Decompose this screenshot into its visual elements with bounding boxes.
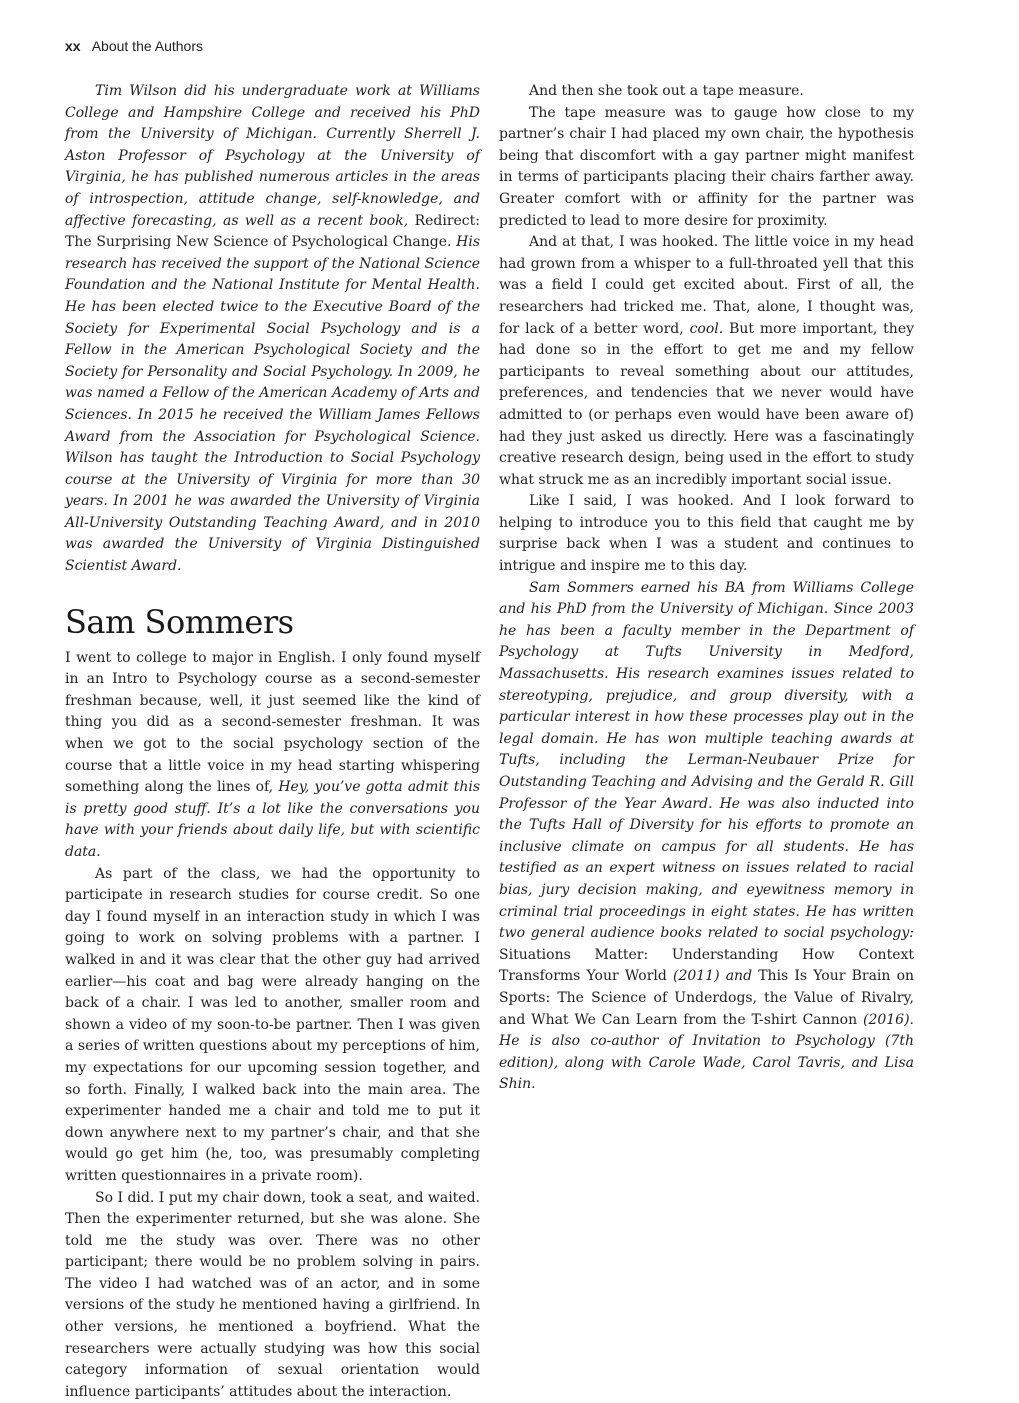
- running-header: [65, 38, 203, 54]
- sommers-paragraph-3: So I did. I put my chair down, took a seat, and waited. Then the experimenter returned, but she was alone. She told me the study was over. There was no other participant; there would be no problem solving in pairs. The video I had watched was of an actor, and in some versions of the study he mentioned having a girlfriend. In other versions, he mentioned a boyfriend. What the researchers were actually studying was how this social category information of sexual orientation would influence participants’ attitudes about the interaction.: [65, 1188, 480, 1403]
- sommers-paragraph-6: [499, 232, 914, 491]
- sommers-bio-year-1: (2011) and: [673, 968, 752, 984]
- sommers-bio-rest: (2016). He is also co-author of Invitation to Psychology (7th edition), along with Carole Wade, Carol Tavris, and Lisa Shin.: [499, 1012, 914, 1093]
- sommers-paragraph-4: And then she took out a tape measure.: [499, 81, 914, 103]
- wilson-bio-intro: Tim Wilson did his undergraduate work at Williams College and Hampshire College and received his PhD from the University of Michigan. Currently Sherrell J. Aston Professor of Psychology at the University of Virginia, he has published numerous articles in the areas of introspection, attitude change, self-knowledge, and affective forecasting, as well as a recent book,: [65, 83, 480, 229]
- running-title: About the Authors: [92, 38, 203, 54]
- sommers-bio: [499, 578, 914, 1096]
- sommers-p1-quote: Hey, you’ve gotta admit this is pretty good stuff. It’s a lot like the conversations you have with your friends about daily life, but with scientific data.: [65, 779, 480, 860]
- sommers-paragraph-2: As part of the class, we had the opportunity to participate in research studies for course credit. So one day I found myself in an interaction study in which I was going to work on solving problems with a partner. I walked in and it was clear that the other guy had arrived earlier—his coat and bag were already hanging on the back of a chair. I was led to another, smaller room and shown a video of my soon-to-be partner. Then I was given a series of written questions about my perceptions of him, my expectations for our upcoming session together, and so forth. Finally, I walked back into the main area. The experimenter handed me a chair and told me to put it down anywhere next to my partner’s chair, and that she would go get him (he, too, was presumably completing written questionnaires in a private room).: [65, 864, 480, 1188]
- section-heading-sam-sommers: Sam Sommers: [65, 604, 480, 640]
- page-number: xx: [65, 38, 81, 54]
- left-column: [65, 81, 480, 1403]
- sommers-bio-intro: Sam Sommers earned his BA from Williams College and his PhD from the University of Michigan. Since 2003 he has been a faculty member in the Department of Psychology at Tufts University in Medford, Massachusetts. His research examines issues related to stereotyping, prejudice, and group diversity, with a particular interest in how these processes play out in the legal domain. He has won multiple teaching awards at Tufts, including the Lerman-Neubauer Prize for Outstanding Teaching and Advising and the Gerald R. Gill Professor of the Year Award. He was also inducted into the Tufts Hall of Diversity for his efforts to promote an inclusive climate on campus for all students. He has testified as an expert witness on issues related to racial bias, jury decision making, and eyewitness memory in criminal trial proceedings in eight states. He has written two general audience books related to social psychology:: [499, 580, 914, 942]
- wilson-bio: [65, 81, 480, 578]
- sommers-book-2-title: This Is Your Brain on Sports: The Science of Underdogs, the Value of Rivalry, and What We Can Learn from the T-shirt Cannon: [499, 968, 914, 1027]
- right-column: [499, 81, 914, 1096]
- wilson-bio-rest: His research has received the support of the National Science Foundation and the National Institute for Mental Health. He has been elected twice to the Executive Board of the Society for Experimental Social Psychology and is a Fellow in the American Psychological Society and the Society for Personality and Social Psychology. In 2009, he was named a Fellow of the American Academy of Arts and Sciences. In 2015 he received the William James Fellows Award from the Association for Psychological Science. Wilson has taught the Introduction to Social Psychology course at the University of Virginia for more than 30 years. In 2001 he was awarded the University of Virginia All-University Outstanding Teaching Award, and in 2010 was awarded the University of Virginia Distinguished Scientist Award.: [65, 234, 480, 574]
- sommers-p6-text-b: But more important, they had done so in the effort to get me and my fellow participants to reveal something about our attitudes, preferences, and tendencies that we never would have admitted to (or perhaps even would have been aware of) had they just asked us directly. Here was a fascinatingly creative research design, being used in the effort to study what struck me as an incredibly important social issue.: [499, 321, 914, 488]
- sommers-paragraph-1: [65, 648, 480, 864]
- sommers-paragraph-5: The tape measure was to gauge how close to my partner’s chair I had placed my own chair, the hypothesis being that discomfort with a gay partner might manifest in terms of participants placing their chairs farther away. Greater comfort with or affinity for the partner was predicted to lead to more desire for proximity.: [499, 103, 914, 233]
- sommers-book-1-title: Situations Matter: Understanding How Context Transforms Your World: [499, 947, 914, 985]
- sommers-p1-text: I went to college to major in English. I only found myself in an Intro to Psychology course as a second-semester freshman because, well, it just seemed like the kind of thing you did as a second-semester freshman. It was when we got to the social psychology section of the course that a little voice in my head starting whispering something along the lines of,: [65, 650, 480, 796]
- wilson-book-title: Redirect: The Surprising New Science of Psychological Change.: [65, 213, 480, 251]
- sommers-paragraph-7: Like I said, I was hooked. And I look forward to helping to introduce you to this field that caught me by surprise back when I was a student and continues to intrigue and inspire me to this day.: [499, 491, 914, 577]
- sommers-p6-cool: cool.: [690, 321, 724, 337]
- sommers-p6-text-a: And at that, I was hooked. The little voice in my head had grown from a whisper to a full-throated yell that this was a field I could get excited about. First of all, the researchers had tricked me. That, alone, I thought was, for lack of a better word,: [499, 234, 914, 336]
